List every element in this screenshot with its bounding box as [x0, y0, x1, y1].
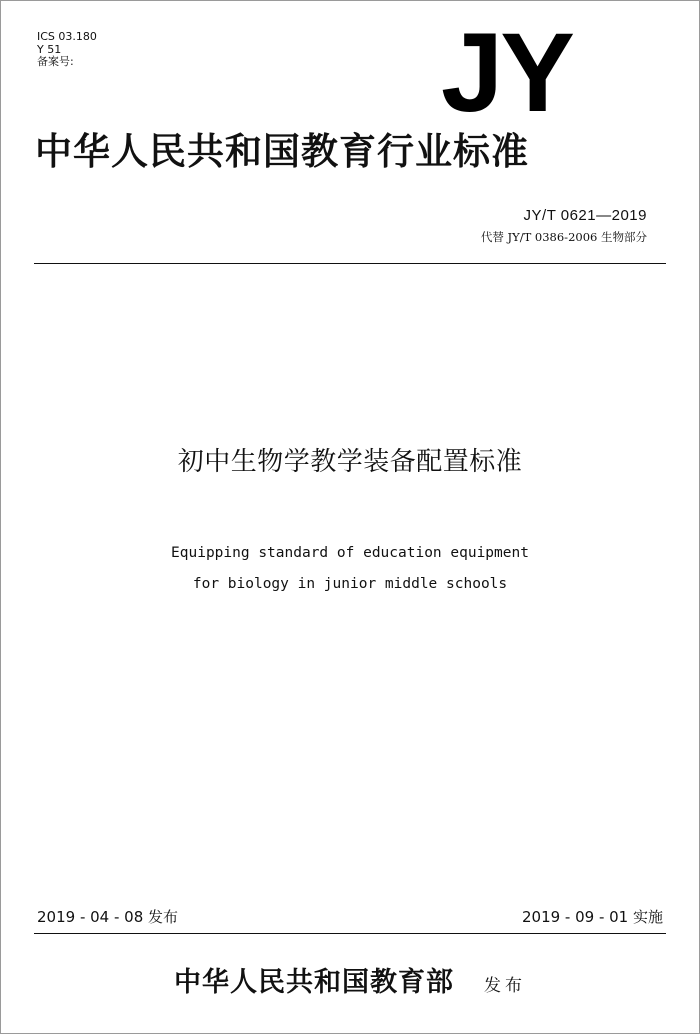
document-title: 初中生物学教学装备配置标准	[177, 447, 523, 477]
issuing-authority: 中华人民共和国教育部	[174, 967, 454, 998]
english-title-line-1: Equipping standard of education equipment	[171, 545, 529, 561]
standard-number: JY/T 0621—2019	[523, 207, 647, 224]
issuing-standard-header: 中华人民共和国教育行业标准	[35, 130, 529, 173]
implementation-date: 2019 - 09 - 01 实施	[521, 908, 663, 926]
jy-logo: JY	[441, 10, 572, 135]
english-title	[1, 538, 699, 600]
replaces-note: 代替 JY/T 0386-2006 生物部分	[480, 230, 647, 244]
footer-divider	[34, 933, 666, 934]
ics-code: ICS 03.180	[37, 30, 97, 43]
header-divider	[34, 263, 666, 264]
english-title-line-2: for biology in junior middle schools	[192, 576, 508, 592]
publish-label: 发布	[484, 976, 526, 996]
classification-block	[37, 31, 97, 69]
category-code: Y 51	[37, 42, 62, 56]
issuer-line	[1, 963, 699, 1006]
issue-date: 2019 - 04 - 08 发布	[37, 908, 179, 926]
record-number-label: 备案号:	[37, 55, 74, 68]
